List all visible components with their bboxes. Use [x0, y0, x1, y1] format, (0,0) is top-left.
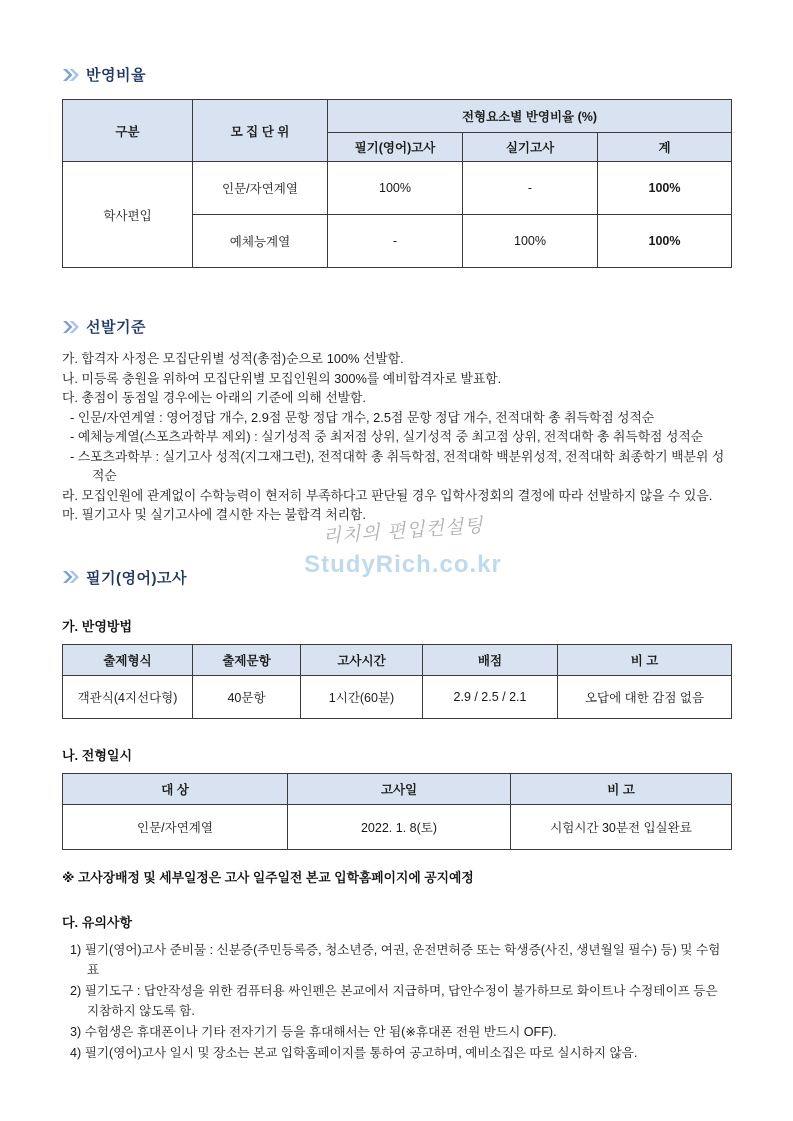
col-header-practical: 실기고사 — [463, 133, 598, 162]
cell-unit: 인문/자연계열 — [193, 162, 328, 215]
col-header-target: 대 상 — [63, 773, 288, 804]
section-title-text: 필기(영어)고사 — [86, 569, 187, 587]
cell-written: 100% — [328, 162, 463, 215]
cell-category: 학사편입 — [63, 162, 193, 268]
ratio-header-row — [63, 100, 732, 133]
double-chevron-icon — [62, 321, 79, 333]
criteria-line: 나. 미등록 충원을 위하여 모집단위별 모집인원의 300%를 예비합격자로 발표함. — [62, 370, 502, 386]
section-heading-criteria — [62, 316, 731, 337]
cell-practical: 100% — [463, 215, 598, 268]
notice-line: ※ 고사장배정 및 세부일정은 고사 일주일전 본교 입학홈페이지에 공지예정 — [62, 869, 474, 885]
section-title-text: 선발기준 — [86, 319, 146, 336]
col-header-date: 고사일 — [288, 773, 511, 804]
section-heading-ratio — [62, 64, 731, 85]
double-chevron-icon — [62, 69, 79, 81]
cell-unit: 예체능계열 — [193, 215, 328, 268]
precaution-item: 4) 필기(영어)고사 일시 및 장소는 본교 입학홈페이지를 통하여 공고하며, 예비소집은 따로 실시하지 않음. — [70, 1045, 638, 1060]
col-header-questions: 출제문항 — [193, 644, 301, 675]
section-criteria — [62, 316, 731, 525]
watermark-text: 리치의 편입컨설팅 — [322, 515, 485, 548]
schedule-header-row — [63, 773, 732, 804]
watermark-url: StudyRich.co.kr — [304, 551, 502, 578]
col-header-points: 배점 — [423, 644, 558, 675]
cell-target: 인문/자연계열 — [63, 804, 288, 849]
precaution-item: 3) 수험생은 휴대폰이나 기타 전자기기 등을 휴대해서는 안 됨(※휴대폰 전원 반드시 OFF). — [70, 1024, 557, 1039]
cell-questions: 40문항 — [193, 675, 301, 718]
cell-points: 2.9 / 2.5 / 2.1 — [423, 675, 558, 718]
col-header-unit: 모 집 단 위 — [193, 100, 328, 162]
cell-remark: 오답에 대한 감점 없음 — [558, 675, 732, 718]
criteria-line: 라. 모집인원에 관계없이 수학능력이 현저히 부족하다고 판단될 경우 입학사정회의 결정에 따라 선발하지 않을 수 있음. — [62, 487, 713, 503]
cell-written: - — [328, 215, 463, 268]
section-heading-exam — [62, 567, 731, 588]
schedule-heading: 나. 전형일시 — [62, 747, 133, 763]
ratio-table — [62, 99, 732, 268]
col-header-written: 필기(영어)고사 — [328, 133, 463, 162]
cell-duration: 1시간(60분) — [301, 675, 423, 718]
criteria-text — [62, 349, 731, 525]
col-header-total: 계 — [598, 133, 732, 162]
cell-date: 2022. 1. 8(토) — [288, 804, 511, 849]
cell-total: 100% — [598, 162, 732, 215]
section-ratio — [62, 64, 731, 268]
precautions-heading: 다. 유의사항 — [62, 914, 133, 930]
table-row — [63, 162, 732, 215]
criteria-line: 가. 합격자 사정은 모집단위별 성적(총점)순으로 100% 선발함. — [62, 351, 404, 366]
precaution-item: 2) 필기도구 : 답안작성을 위한 컴퓨터용 싸인펜은 본교에서 지급하며, 답안수정이 불가하므로 화이트나 수정테이프 등은 지참하지 않도록 함. — [70, 983, 718, 1018]
cell-total: 100% — [598, 215, 732, 268]
table-row — [63, 675, 732, 718]
criteria-subline: - 예체능계열(스포츠과학부 제외) : 실기성적 중 최저점 상위, 실기성적 중 최고점 상위, 전적대학 총 취득학점 성적순 — [70, 429, 704, 444]
col-header-group: 전형요소별 반영비율 (%) — [328, 100, 732, 133]
precautions-list — [62, 940, 731, 1063]
section-title-text: 반영비율 — [86, 67, 146, 84]
cell-format: 객관식(4지선다형) — [63, 675, 193, 718]
col-header-remark: 비 고 — [558, 644, 732, 675]
method-header-row — [63, 644, 732, 675]
col-header-remark: 비 고 — [511, 773, 732, 804]
col-header-format: 출제형식 — [63, 644, 193, 675]
criteria-subline: - 인문/자연계열 : 영어정답 개수, 2.9점 문항 정답 개수, 2.5점 문항 정답 개수, 전적대학 총 취득학점 성적순 — [70, 409, 655, 425]
schedule-table — [62, 773, 732, 850]
criteria-line: 마. 필기고사 및 실기고사에 결시한 자는 불합격 처리함. — [62, 507, 366, 522]
method-heading: 가. 반영방법 — [62, 618, 133, 634]
criteria-line: 다. 총점이 동점일 경우에는 아래의 기준에 의해 선발함. — [62, 390, 366, 405]
criteria-subline: - 스포츠과학부 : 실기고사 성적(지그재그런), 전적대학 총 취득학점, 전적대학 백분위성적, 전적대학 최종학기 백분위 성적순 — [70, 448, 725, 483]
col-header-category: 구분 — [63, 100, 193, 162]
col-header-duration: 고사시간 — [301, 644, 423, 675]
method-table — [62, 644, 732, 719]
double-chevron-icon — [62, 571, 79, 583]
precaution-item: 1) 필기(영어)고사 준비물 : 신분증(주민등록증, 청소년증, 여권, 운전면허증 또는 학생증(사진, 생년월일 필수) 등) 및 수험표 — [70, 942, 721, 977]
cell-remark: 시험시간 30분전 입실완료 — [511, 804, 732, 849]
cell-practical: - — [463, 162, 598, 215]
table-row — [63, 804, 732, 849]
section-exam — [62, 567, 731, 1063]
